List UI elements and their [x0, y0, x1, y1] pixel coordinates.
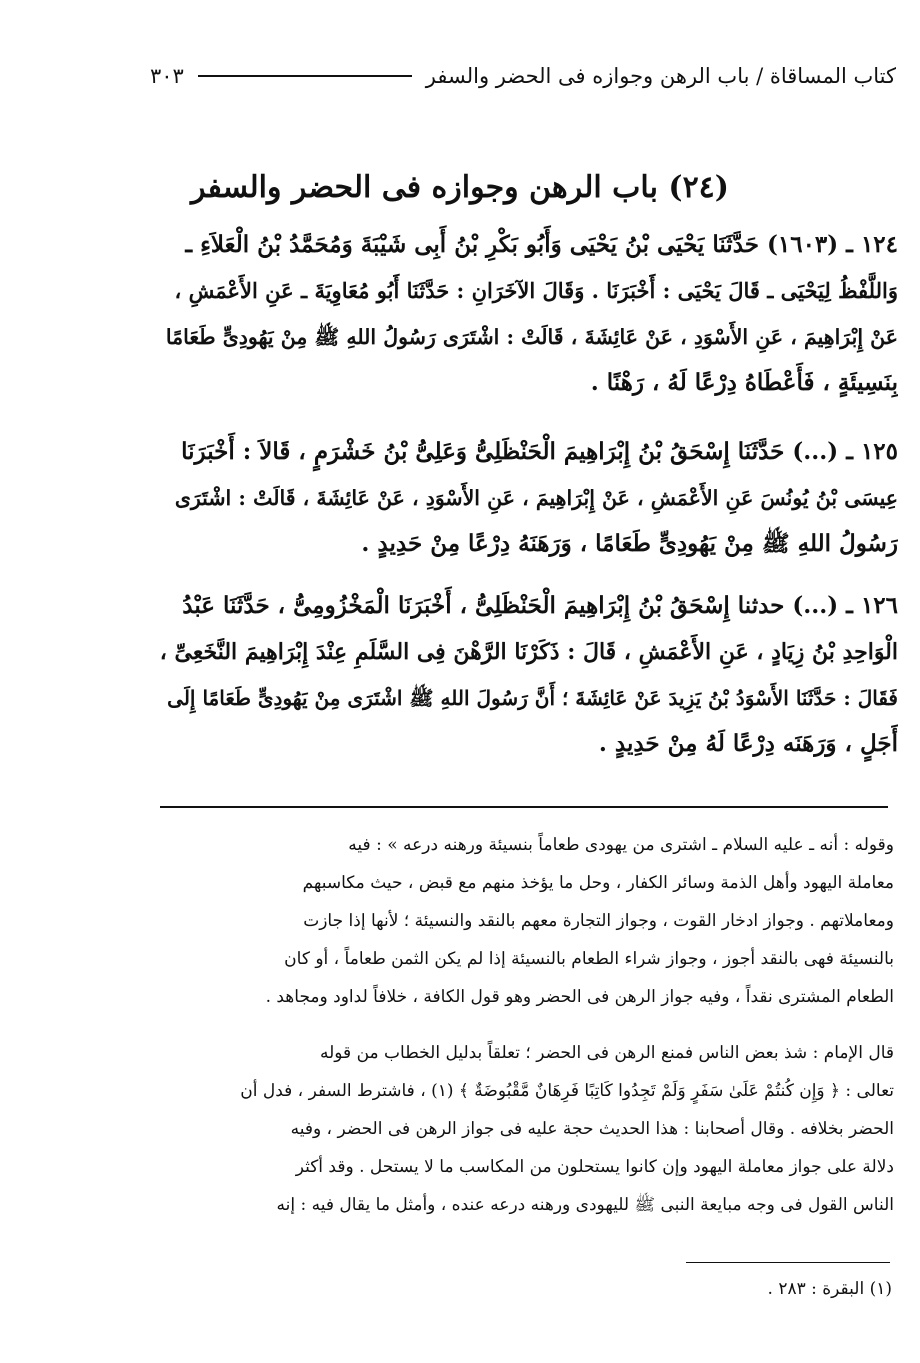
- running-header: [150, 58, 896, 94]
- hadith-125: [160, 429, 898, 567]
- commentary-line: قال الإمام : شذ بعض الناس فمنع الرهن فى الحضر ؛ تعلقاً بدليل الخطاب من قوله: [319, 1043, 894, 1063]
- commentary-line: دلالة على جواز معاملة اليهود وإن كانوا يستحلون من المكاسب ما لا يستحل . وقد أكثر: [295, 1157, 894, 1177]
- commentary-paragraph: [160, 1034, 894, 1224]
- commentary-line: وقوله : أنه ـ عليه السلام ـ اشترى من يهودى طعاماً بنسيئة ورهنه درعه » : فيه: [348, 835, 894, 855]
- commentary-line: بالنسيئة فهى بالنقد أجوز ، وجواز شراء الطعام بالنسيئة إذا لم يكن الثمن طعاماً ، أو كان: [284, 949, 894, 969]
- commentary-line: تعالى : ﴿ وَإِن كُنتُمْ عَلَىٰ سَفَرٍ وَلَمْ تَجِدُوا كَاتِبًا فَرِهَانٌ مَّقْبُوضَةٌ ﴾ (١) ، فاشترط السفر ، فدل أن: [240, 1081, 894, 1101]
- commentary-line: الناس القول فى وجه مبايعة النبى ﷺ لليهودى ورهنه درعه عنده ، وأمثل ما يقال فيه : إنه: [276, 1195, 894, 1215]
- commentary-line: الطعام المشترى نقداً ، وفيه جواز الرهن فى الحضر وهو قول الكافة ، خلافاً لداود ومجاهد .: [265, 987, 894, 1007]
- commentary-line: معاملة اليهود وأهل الذمة وسائر الكفار ، وحل ما يؤخذ منهم مع قبض ، حيث مكاسبهم: [302, 873, 894, 893]
- hadith-126: [160, 583, 898, 767]
- footnote: (١) البقرة : ٢٨٣ .: [767, 1279, 892, 1299]
- hadith-line: بِنَسِيئَةٍ ، فَأَعْطَاهُ دِرْعًا لَهُ ، رَهْنًا .: [590, 369, 898, 396]
- running-header-rule: [198, 75, 412, 77]
- hadith-line: أَجَلٍ ، وَرَهَنَه دِرْعًا لَهُ مِنْ حَدِيدٍ .: [598, 730, 898, 757]
- page-number: ٣٠٣: [150, 64, 184, 88]
- commentary-paragraph: [160, 826, 894, 1016]
- hadith-line: الْوَاحِدِ بْنُ زِيَادٍ ، عَنِ الأَعْمَشِ ، قَالَ : ذَكَرْنَا الرَّهْنَ فِى السَّلَمِ عِنْدَ إِبْرَاهِيمَ النَّخَعِىِّ ،: [160, 639, 898, 665]
- hadith-line: ١٢٥ ـ (...) حَدَّثَنَا إِسْحَقُ بْنُ إِبْرَاهِيمَ الْحَنْظَلِىُّ وَعَلِىُّ بْنُ خَشْرَمٍ ، قَالاَ : أَخْبَرَنَا: [181, 438, 898, 465]
- hadith-line: وَاللَّفْظُ لِيَحْيَى ـ قَالَ يَحْيَى : أَخْبَرَنَا . وَقَالَ الآخَرَانِ : حَدَّثَنَا أَبُو مُعَاوِيَةَ ـ عَنِ الأَعْمَشِ ،: [174, 278, 898, 303]
- footnote-rule: [686, 1262, 890, 1263]
- hadith-line: فَقَالَ : حَدَّثَنَا الأَسْوَدُ بْنُ يَزِيدَ عَنْ عَائِشَةَ ؛ أَنَّ رَسُولَ اللهِ ﷺ اشْتَرَى مِنْ يَهُودِىٍّ طَعَامًا إِلَى: [167, 686, 898, 710]
- hadith-line: ١٢٦ ـ (...) حدثنا إِسْحَقُ بْنُ إِبْرَاهِيمَ الْحَنْظَلِىُّ ، أَخْبَرَنَا الْمَخْزُومِىُّ ، حَدَّثَنَا عَبْدُ: [182, 592, 898, 619]
- chapter-title: (٢٤) باب الرهن وجوازه فى الحضر والسفر: [191, 170, 729, 205]
- hadith-line: عِيسَى بْنُ يُونُسَ عَنِ الأَعْمَشِ ، عَنْ إِبْرَاهِيمَ ، عَنِ الأَسْوَدِ ، عَنْ عَائِشَةَ ، قَالَتْ : اشْتَرَى: [174, 486, 898, 510]
- hadith-line: عَنْ إِبْرَاهِيمَ ، عَنِ الأَسْوَدِ ، عَنْ عَائِشَةَ ، قَالَتْ : اشْتَرَى رَسُولُ اللهِ ﷺ مِنْ يَهُودِىٍّ طَعَامًا: [165, 325, 898, 349]
- hadith-124: [160, 222, 898, 406]
- hadith-line: ١٢٤ ـ (١٦٠٣) حَدَّثَنَا يَحْيَى بْنُ يَحْيَى وَأَبُو بَكْرِ بْنُ أَبِى شَيْبَةَ وَمُحَمَّدُ بْنُ الْعَلاَءِ ـ: [185, 231, 898, 258]
- commentary-line: ومعاملاتهم . وجواز ادخار القوت ، وجواز التجارة معهم بالنقد والنسيئة ؛ لأنها إذا جازت: [303, 911, 894, 931]
- commentary-line: الحضر بخلافه . وقال أصحابنا : هذا الحديث حجة عليه فى جواز الرهن فى الحضر ، وفيه: [290, 1119, 894, 1139]
- commentary-separator: [160, 806, 888, 808]
- running-header-title: كتاب المساقاة / باب الرهن وجوازه فى الحضر والسفر: [425, 64, 896, 88]
- hadith-line: رَسُولُ اللهِ ﷺ مِنْ يَهُودِىٍّ طَعَامًا ، وَرَهَنَهُ دِرْعًا مِنْ حَدِيدٍ .: [361, 530, 898, 557]
